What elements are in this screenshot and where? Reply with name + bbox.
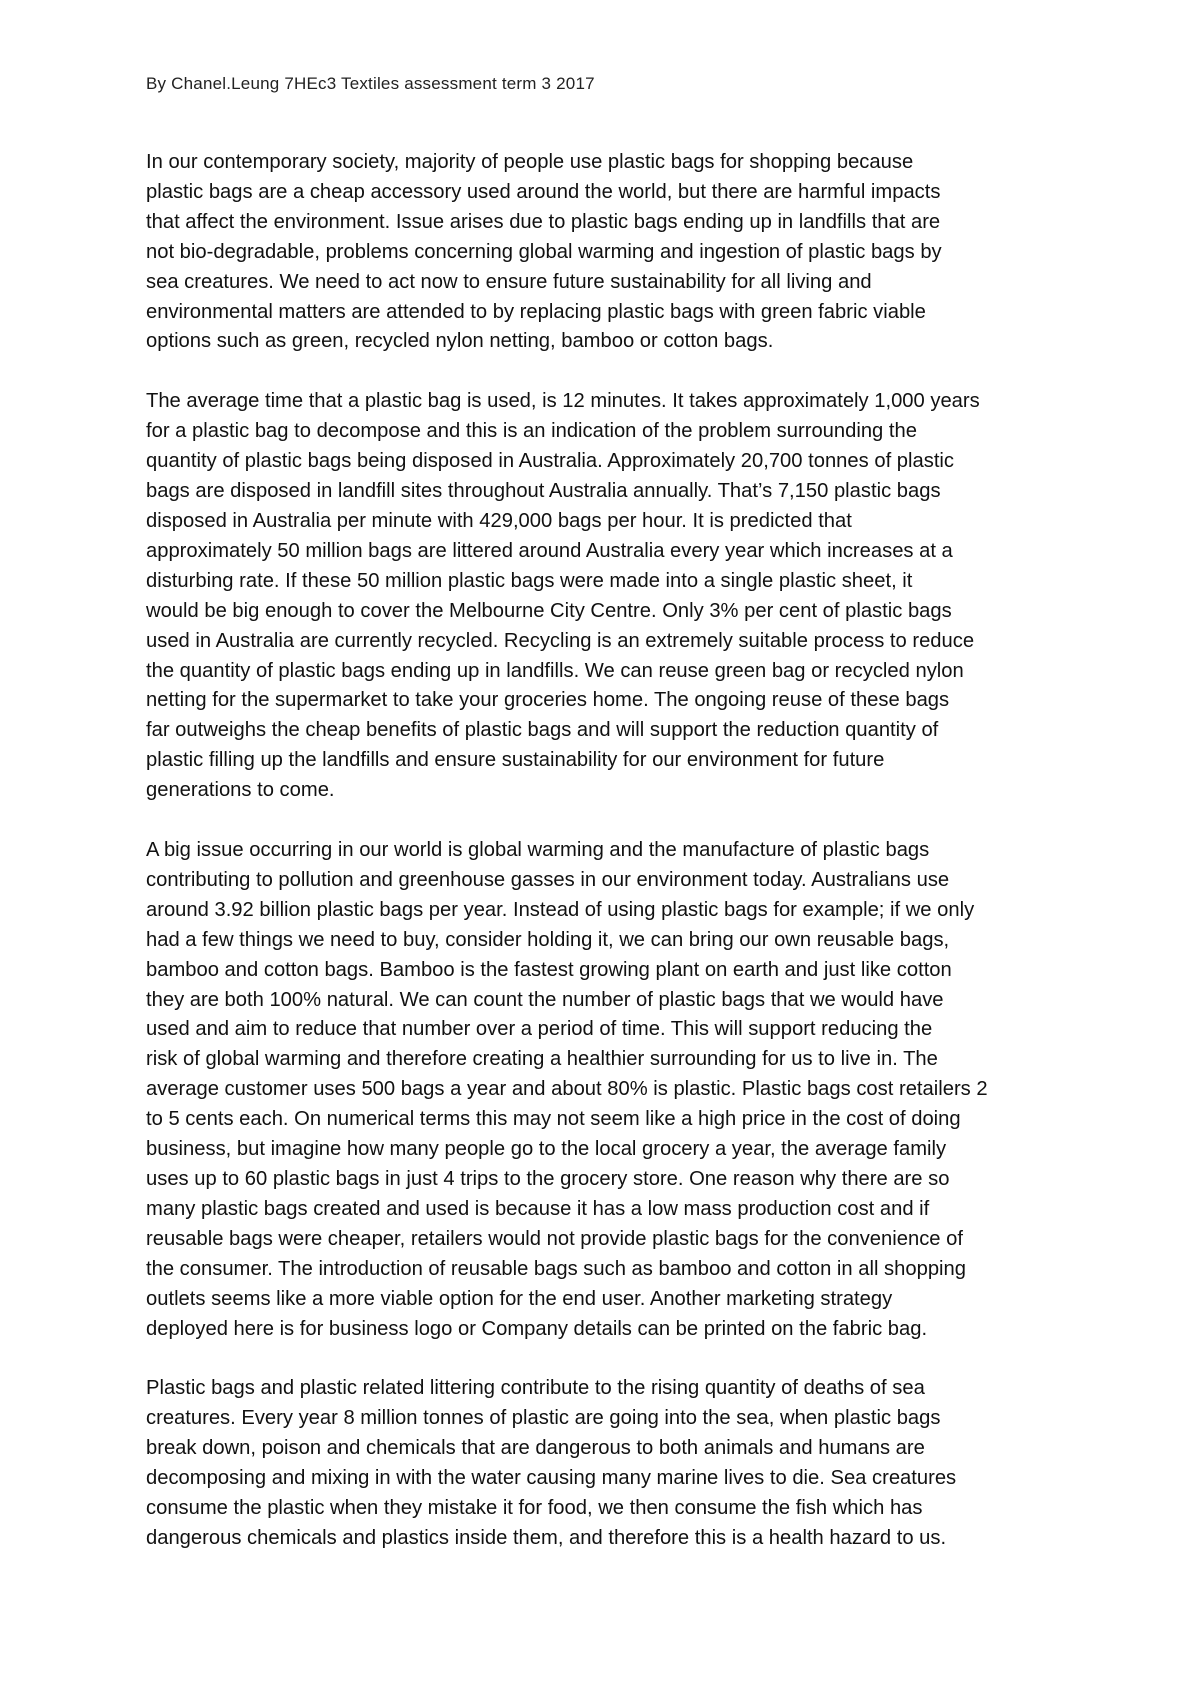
text-line: for a plastic bag to decompose and this is an indication of the problem surrounding the [146,420,917,443]
text-line: used and aim to reduce that number over a period of time. This will support reducing the [146,1018,933,1041]
text-line: uses up to 60 plastic bags in just 4 trips to the grocery store. One reason why there are so [146,1168,950,1190]
text-line: deployed here is for business logo or Company details can be printed on the fabric bag. [146,1317,928,1340]
text-line: quantity of plastic bags being disposed in Australia. Approximately 20,700 tonnes of plastic [146,450,955,473]
text-line: far outweighs the cheap benefits of plastic bags and will support the reduction quantity of [146,719,939,742]
text-line: environmental matters are attended to by replacing plastic bags with green fabric viable [146,300,926,323]
paragraph-1 [146,148,1051,357]
text-line: the consumer. The introduction of reusable bags such as bamboo and cotton in all shopping [146,1257,966,1280]
text-line: the quantity of plastic bags ending up in landfills. We can reuse green bag or recycled nylon [146,659,964,682]
paragraph-2 [146,387,1051,806]
text-line: business, but imagine how many people go to the local grocery a year, the average family [146,1138,947,1161]
text-line: had a few things we need to buy, consider holding it, we can bring our own reusable bags, [146,928,950,951]
text-line: used in Australia are currently recycled. Recycling is an extremely suitable process to reduce [146,629,975,652]
text-line: options such as green, recycled nylon netting, bamboo or cotton bags. [146,330,774,353]
text-line: In our contemporary society, majority of people use plastic bags for shopping because [146,151,914,173]
text-line: not bio-degradable, problems concerning global warming and ingestion of plastic bags by [146,240,942,263]
text-line: that affect the environment. Issue arises due to plastic bags ending up in landfills that are [146,210,941,233]
text-line: consume the plastic when they mistake it for food, we then consume the fish which has [146,1497,923,1520]
text-line: risk of global warming and therefore creating a healthier surrounding for us to live in. The [146,1048,938,1071]
text-line: around 3.92 billion plastic bags per year. Instead of using plastic bags for example; if we only [146,898,975,921]
text-line: creatures. Every year 8 million tonnes of plastic are going into the sea, when plastic bags [146,1407,941,1430]
text-line: they are both 100% natural. We can count the number of plastic bags that we would have [146,988,944,1011]
text-line: disposed in Australia per minute with 429,000 bags per hour. It is predicted that [146,509,852,532]
text-line: approximately 50 million bags are littered around Australia every year which increases at a [146,539,953,562]
text-line: to 5 cents each. On numerical terms this may not seem like a high price in the cost of doing [146,1108,961,1131]
text-line: bags are disposed in landfill sites throughout Australia annually. That’s 7,150 plastic bags [146,480,941,503]
text-line: sea creatures. We need to act now to ensure future sustainability for all living and [146,270,872,293]
text-line: plastic bags are a cheap accessory used around the world, but there are harmful impacts [146,180,941,203]
text-line: disturbing rate. If these 50 million plastic bags were made into a single plastic sheet, it [146,569,913,592]
document-header: By Chanel.Leung 7HEc3 Textiles assessment term 3 2017 [146,74,595,93]
paragraph-3 [146,836,1051,1344]
text-line: bamboo and cotton bags. Bamboo is the fastest growing plant on earth and just like cotton [146,958,952,981]
paragraph-4 [146,1374,1051,1553]
text-line: generations to come. [146,779,335,802]
text-line: netting for the supermarket to take your groceries home. The ongoing reuse of these bags [146,689,950,712]
document-body [146,148,1051,1584]
text-line: many plastic bags created and used is because it has a low mass production cost and if [146,1197,930,1220]
text-line: contributing to pollution and greenhouse gasses in our environment today. Australians use [146,868,950,891]
text-line: reusable bags were cheaper, retailers would not provide plastic bags for the convenience of [146,1227,963,1250]
text-line: A big issue occurring in our world is global warming and the manufacture of plastic bags [146,839,930,862]
text-line: Plastic bags and plastic related littering contribute to the rising quantity of deaths of sea [146,1377,925,1400]
text-line: dangerous chemicals and plastics inside them, and therefore this is a health hazard to us. [146,1526,947,1549]
text-line: would be big enough to cover the Melbourne City Centre. Only 3% per cent of plastic bags [146,599,952,622]
text-line: decomposing and mixing in with the water causing many marine lives to die. Sea creatures [146,1467,957,1490]
text-line: The average time that a plastic bag is used, is 12 minutes. It takes approximately 1,000 years [146,390,980,413]
text-line: break down, poison and chemicals that are dangerous to both animals and humans are [146,1437,925,1460]
text-line: average customer uses 500 bags a year and about 80% is plastic. Plastic bags cost retailers 2 [146,1078,988,1101]
text-line: outlets seems like a more viable option for the end user. Another marketing strategy [146,1287,893,1310]
text-line: plastic filling up the landfills and ensure sustainability for our environment for future [146,749,885,772]
